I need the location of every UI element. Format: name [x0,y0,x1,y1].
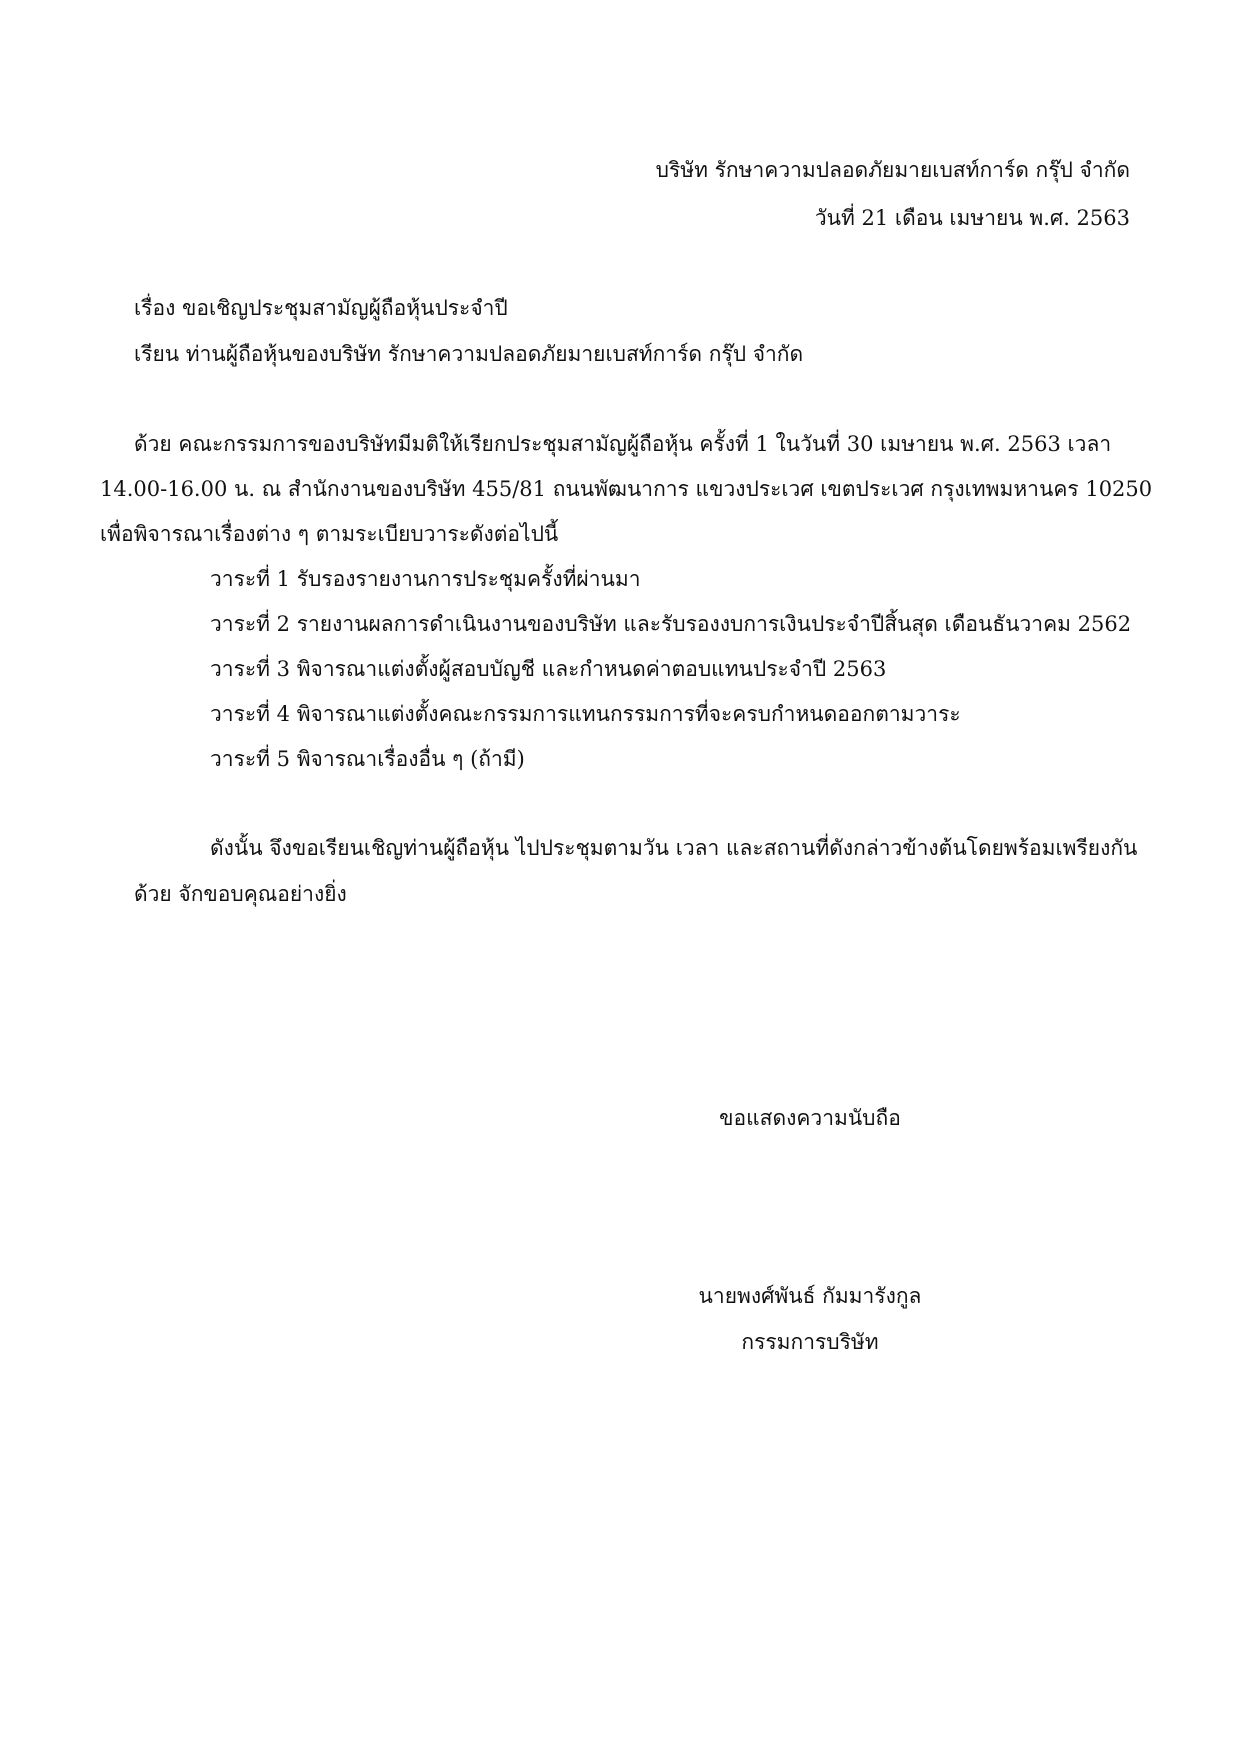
signature-regards: ขอแสดงความนับถือ [719,1106,901,1130]
company-name: บริษัท รักษาความปลอดภัยมายเบสท์การ์ด กรุ๊ป จำกัด [655,158,1130,182]
body-line-3: เพื่อพิจารณาเรื่องต่าง ๆ ตามระเบียบวาระดังต่อไปนี้ [100,522,559,546]
closing-line-1: ดังนั้น จึงขอเรียนเชิญท่านผู้ถือหุ้น ไปประชุมตามวัน เวลา และสถานที่ดังกล่าวข้างต้นโดยพร้อมเพรียงกัน [210,836,1138,860]
agenda-item-3: วาระที่ 3 พิจารณาแต่งตั้งผู้สอบบัญชี และกำหนดค่าตอบแทนประจำปี 2563 [210,657,887,681]
agenda-item-4: วาระที่ 4 พิจารณาแต่งตั้งคณะกรรมการแทนกรรมการที่จะครบกำหนดออกตามวาระ [210,702,961,726]
agenda-item-2: วาระที่ 2 รายงานผลการดำเนินงานของบริษัท และรับรองงบการเงินประจำปีสิ้นสุด เดือนธันวาคม 2562 [210,612,1132,636]
letter-date: วันที่ 21 เดือน เมษายน พ.ศ. 2563 [814,206,1130,230]
agenda-item-1: วาระที่ 1 รับรองรายงานการประชุมครั้งที่ผ่านมา [210,567,641,591]
signature-name: นายพงศ์พันธ์ กัมมารังกูล [698,1284,922,1308]
subject-line: เรื่อง ขอเชิญประชุมสามัญผู้ถือหุ้นประจำปี [134,296,508,320]
body-line-1: ด้วย คณะกรรมการของบริษัทมีมติให้เรียกประชุมสามัญผู้ถือหุ้น ครั้งที่ 1 ในวันที่ 30 เมษายน พ.ศ. 2563 เวลา [134,432,1112,456]
body-line-2: 14.00-16.00 น. ณ สำนักงานของบริษัท 455/81 ถนนพัฒนาการ แขวงประเวศ เขตประเวศ กรุงเทพมหานคร 10250 [100,477,1153,501]
agenda-item-5: วาระที่ 5 พิจารณาเรื่องอื่น ๆ (ถ้ามี) [210,747,525,771]
recipient-line: เรียน ท่านผู้ถือหุ้นของบริษัท รักษาความปลอดภัยมายเบสท์การ์ด กรุ๊ป จำกัด [134,342,804,366]
closing-line-2: ด้วย จักขอบคุณอย่างยิ่ง [134,882,347,906]
signature-title: กรรมการบริษัท [741,1330,879,1354]
